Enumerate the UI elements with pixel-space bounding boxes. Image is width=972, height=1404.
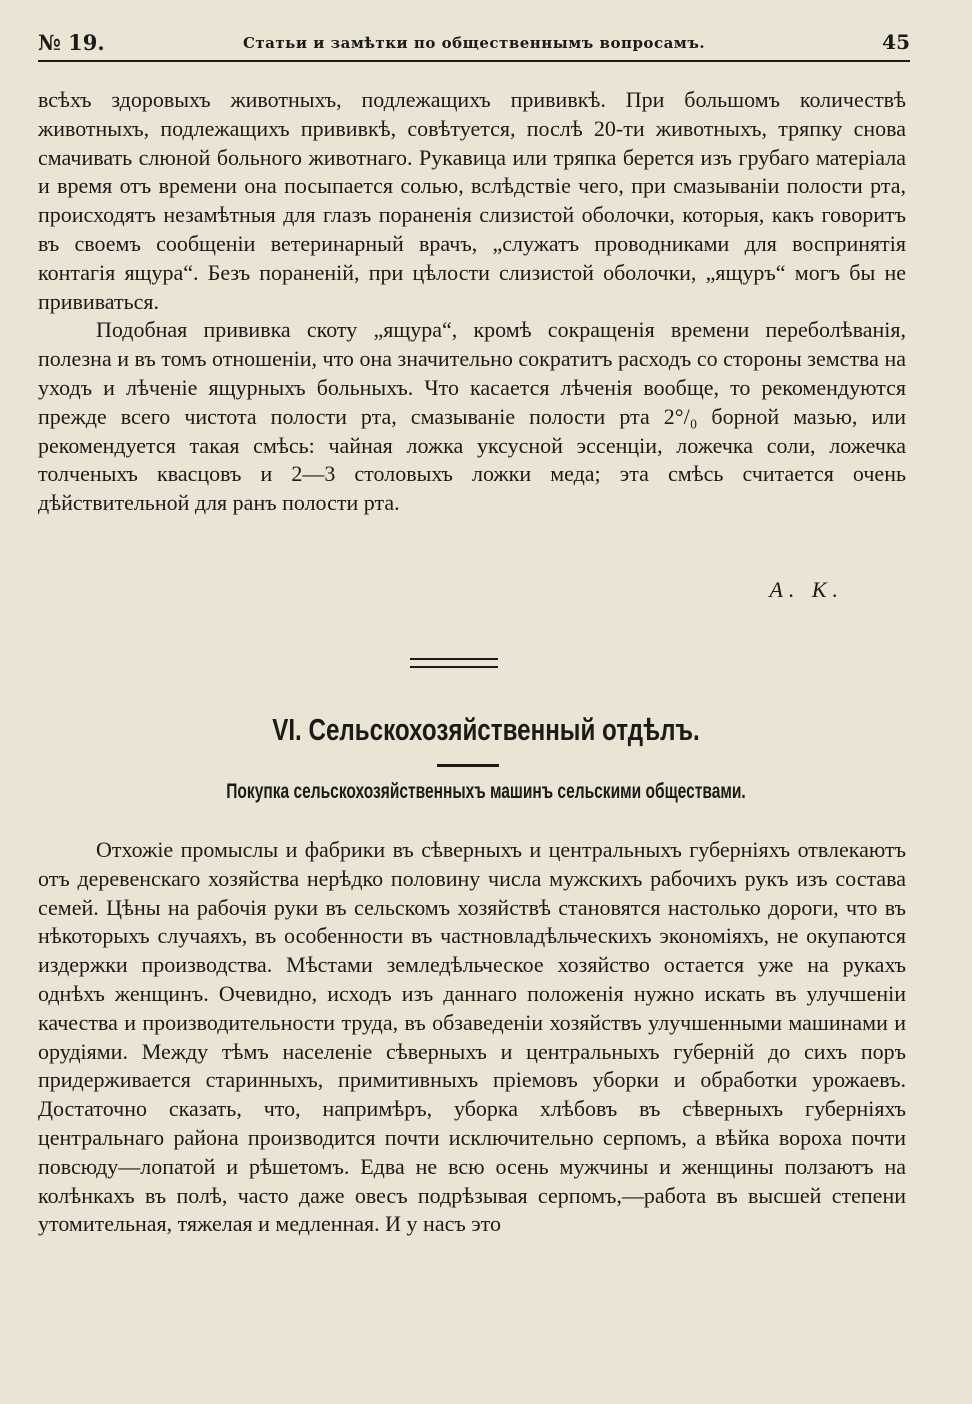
page-number: 45	[882, 30, 910, 54]
issue-number: № 19.	[38, 30, 105, 55]
section-separator	[410, 658, 498, 668]
paragraph: Отхожіе промыслы и фабрики въ сѣверныхъ и центральныхъ губерніяхъ отвлекаютъ отъ деревенскаго хозяйства нерѣдко половину числа мужскихъ рабочихъ рукъ изъ состава семей. Цѣны на рабочія руки въ сельскомъ хозяйствѣ становятся настолько дороги, что въ нѣкоторыхъ случаяхъ, въ особенности въ частновладѣльческихъ экономіяхъ, не окупаются издержки производства. Мѣстами земледѣльческое хозяйство остается уже на рукахъ однѣхъ женщинъ. Очевидно, исходъ изъ даннаго положенія нужно искать въ улучшеніи качества и производительности труда, въ обзаведеніи хозяйствъ улучшенными машинами и орудіями. Между тѣмъ населеніе сѣверныхъ и центральныхъ губерній до сихъ поръ придерживается старинныхъ, примитивныхъ пріемовъ уборки и обработки урожаевъ. Достаточно сказать, что, напримѣръ, уборка хлѣбовъ въ сѣверныхъ губерніяхъ центральнаго района производится почти исключительно серпомъ, а вѣйка вороха почти повсюду—лопатой и рѣшетомъ. Едва не всю осень мужчины и женщины ползаютъ на колѣнкахъ въ полѣ, часто даже овесъ подрѣзывая серпомъ,—работа въ высшей степени утомительная, тяжелая и медленная. И у насъ это	[38, 837, 906, 1237]
running-title: Статьи и замѣтки по общественнымъ вопросамъ.	[242, 34, 706, 52]
section-rule	[437, 764, 499, 767]
author-signature: А. К.	[769, 577, 844, 602]
article-title: Покупка сельскохозяйственныхъ машинъ сельскими обществами.	[226, 780, 746, 803]
article-body	[38, 836, 906, 1239]
article-continued	[38, 86, 906, 518]
running-header	[38, 30, 910, 56]
paragraph: Подобная прививка скоту „ящура“, кромѣ сокращенія времени переболѣванія, полезна и въ томъ отношеніи, что она значительно сократитъ расходъ со стороны земства на уходъ и лѣченіе ящурныхъ больныхъ. Что касается лѣченія вообще, то рекомендуются прежде всего чистота полости рта, смазываніе полости рта 2°/₀ борной мазью, или рекомендуется такая смѣсь: чайная ложка уксусной эссенціи, ложечка соли, ложечка толченыхъ квасцовъ и 2—3 столовыхъ ложки меда; эта смѣсь считается очень дѣйствительной для ранъ полости рта.	[38, 317, 906, 516]
header-rule	[38, 60, 910, 62]
section-title: VI. Сельскохозяйственный отдѣлъ.	[272, 712, 700, 747]
paragraph: всѣхъ здоровыхъ животныхъ, подлежащихъ прививкѣ. При большомъ количествѣ животныхъ, подлежащихъ прививкѣ, совѣтуется, послѣ 20-ти животныхъ, тряпку снова смачивать слюной больного животнаго. Рукавица или тряпка берется изъ грубаго матеріала и время отъ времени она посыпается солью, вслѣдствіе чего, при смазываніи полости рта, происходятъ незамѣтныя для глазъ пораненія слизистой оболочки, которыя, какъ говоритъ въ своемъ сообщеніи ветеринарный врачъ, „служатъ проводниками для воспринятія контагія ящура“. Безъ пораненій, при цѣлости слизистой оболочки, „ящуръ“ могъ бы не прививаться.	[38, 87, 906, 314]
